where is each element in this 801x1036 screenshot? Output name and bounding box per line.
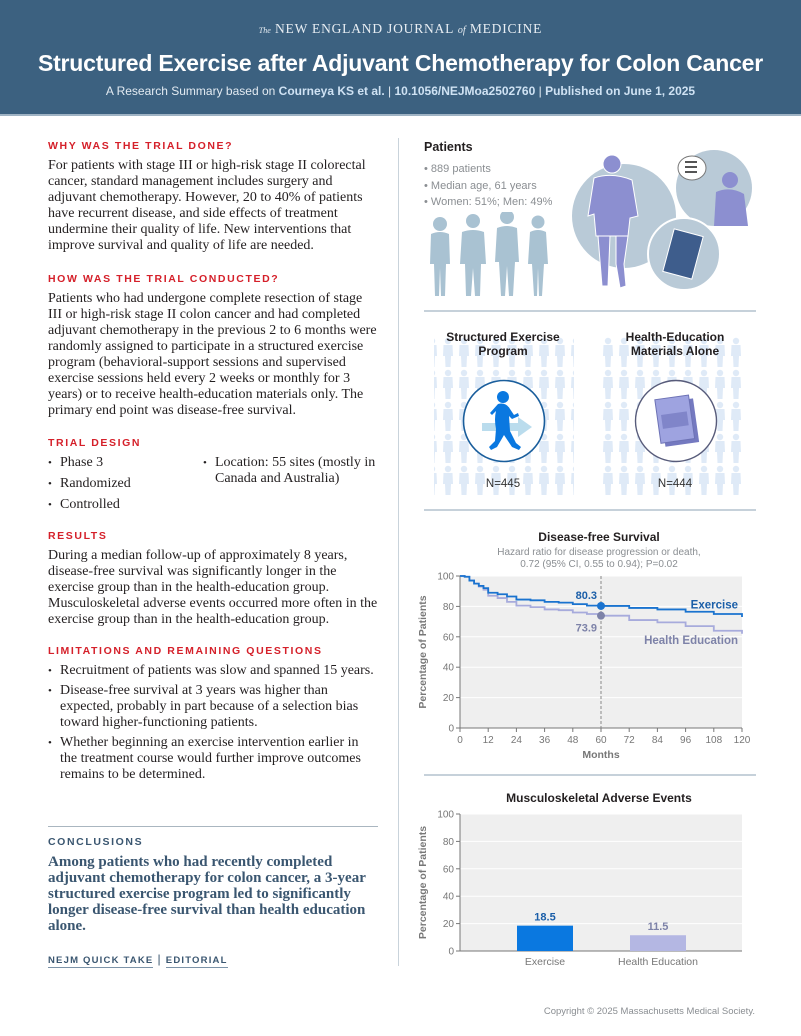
svg-text:40: 40	[442, 662, 454, 674]
svg-text:108: 108	[705, 735, 723, 746]
list-item: • Controlled	[48, 497, 203, 513]
section-text: During a median follow-up of approximately 8 years, disease-free survival was significantly longer in the exercise group than in the health-education group. Musculoskeletal adverse events occurred more often in the exercise group than in the health-education group.	[48, 548, 378, 627]
related-links: NEJM QUICK TAKE | EDITORIAL	[48, 952, 228, 966]
svg-text:60: 60	[595, 735, 607, 746]
authors-link[interactable]: Courneya KS et al.	[278, 84, 385, 98]
svg-text:0: 0	[448, 723, 454, 735]
svg-text:84: 84	[651, 735, 663, 746]
citation-line: A Research Summary based on Courneya KS et al. | 10.1056/NEJMoa2502760 | Published on June 1, 2025	[105, 84, 696, 98]
arm-title-health-education: Health-Education Materials Alone	[625, 330, 725, 358]
svg-text:80.3: 80.3	[575, 589, 597, 602]
svg-text:18.5: 18.5	[534, 911, 556, 924]
svg-text:Health Education: Health Education	[618, 956, 698, 968]
list-item: • Recruitment of patients was slow and spanned 15 years.	[48, 663, 378, 679]
svg-text:11.5: 11.5	[647, 921, 669, 934]
limitations-section	[48, 645, 378, 787]
results-section	[48, 530, 378, 628]
booklet-icon	[634, 379, 718, 463]
section-text: For patients with stage III or high-risk stage II colorectal cancer, standard management includes surgery and adjuvant chemotherapy. However, 20 to 40% of patients have recurrent disease, and side effects of treatment undermine their quality of life. New interventions that improve survival and quality of life are needed.	[48, 158, 366, 253]
chart-title-ae: Musculoskeletal Adverse Events	[506, 791, 692, 805]
svg-text:0: 0	[457, 735, 463, 746]
ae-bar-chart	[410, 808, 760, 968]
list-item: • Disease-free survival at 3 years was higher than expected, probably in part because of a selection bias toward higher-functioning patients.	[48, 683, 378, 731]
svg-text:40: 40	[442, 891, 454, 903]
section-heading: HOW WAS THE TRIAL CONDUCTED?	[48, 273, 280, 285]
page-title: Structured Exercise after Adjuvant Chemotherapy for Colon Cancer	[37, 50, 764, 76]
svg-text:100: 100	[437, 571, 454, 583]
list-item: • Location: 55 sites (mostly in Canada and Australia)	[203, 455, 378, 487]
list-item: • Median age, 61 years	[424, 179, 552, 194]
svg-text:12: 12	[482, 735, 494, 746]
page-header	[0, 0, 801, 116]
svg-text:60: 60	[442, 864, 454, 876]
svg-text:Percentage of Patients: Percentage of Patients	[417, 825, 429, 940]
svg-text:24: 24	[510, 735, 522, 746]
svg-text:Health Education: Health Education	[644, 634, 738, 647]
svg-text:60: 60	[442, 632, 454, 644]
svg-text:Exercise: Exercise	[690, 599, 738, 612]
divider	[424, 774, 756, 776]
divider	[48, 826, 378, 827]
published-date: Published on June 1, 2025	[545, 84, 696, 98]
walking-person-icon	[462, 379, 546, 463]
divider	[424, 509, 756, 511]
editorial-link[interactable]: EDITORIAL	[165, 955, 228, 966]
svg-text:0: 0	[448, 946, 454, 958]
design-section	[48, 437, 378, 518]
chart-subtitle-dfs: Hazard ratio for disease progression or death, 0.72 (95% CI, 0.55 to 0.94); P=0.02	[497, 547, 701, 570]
how-section	[48, 273, 378, 419]
svg-text:72: 72	[623, 735, 635, 746]
section-text: Patients who had undergone complete resection of stage III or high-risk stage II colon cancer and had completed adjuvant chemotherapy in the previous 2 to 6 months were randomly assigned to participate in a structured exercise program (behavioral-support sessions and supervised exercise sessions held every 2 weeks or monthly for 3 years) or to receive health-education materials only. The primary end point was disease-free survival.	[48, 291, 377, 418]
svg-text:20: 20	[442, 919, 454, 931]
patient-silhouettes-icon	[424, 212, 554, 302]
svg-text:80: 80	[442, 836, 454, 848]
svg-text:Months: Months	[582, 749, 620, 761]
svg-text:48: 48	[567, 735, 579, 746]
list-item: • Randomized	[48, 476, 203, 492]
section-heading: LIMITATIONS AND REMAINING QUESTIONS	[48, 645, 323, 657]
list-item: • 889 patients	[424, 162, 552, 177]
svg-text:Percentage of Patients: Percentage of Patients	[417, 595, 429, 709]
chart-title-dfs: Disease-free Survival	[538, 530, 660, 544]
divider	[424, 310, 756, 312]
n-health-education: N=444	[657, 478, 693, 490]
list-item: • Whether beginning an exercise intervention earlier in the treatment course would further improve outcomes remains to be determined.	[48, 735, 378, 783]
svg-text:100: 100	[437, 809, 454, 821]
arm-title-exercise: Structured Exercise Program	[446, 330, 560, 358]
section-heading: TRIAL DESIGN	[48, 437, 142, 449]
design-list-1	[48, 455, 203, 518]
n-exercise: N=445	[485, 478, 521, 490]
conclusions-text: Among patients who had recently completed adjuvant chemotherapy for colon cancer, a 3-year structured exercise program led to significantly longer disease-free survival than health education alone.	[48, 854, 366, 934]
svg-text:73.9: 73.9	[575, 622, 597, 635]
journal-masthead: The NEW ENGLAND JOURNAL of MEDICINE	[258, 21, 543, 36]
svg-text:96: 96	[680, 735, 692, 746]
copyright: Copyright © 2025 Massachusetts Medical Society.	[543, 1006, 755, 1017]
patients-heading: Patients	[424, 140, 473, 154]
svg-text:20: 20	[442, 693, 454, 705]
limitations-list	[48, 663, 378, 783]
list-item: • Women: 51%; Men: 49%	[424, 195, 552, 210]
svg-text:Exercise: Exercise	[524, 956, 566, 968]
column-divider	[398, 138, 399, 966]
why-section	[48, 140, 378, 254]
conclusions-section	[48, 836, 378, 934]
svg-text:120: 120	[733, 735, 751, 746]
doi-link[interactable]: 10.1056/NEJMoa2502760	[394, 84, 536, 98]
section-heading: RESULTS	[48, 530, 108, 542]
svg-text:36: 36	[539, 735, 551, 746]
quick-take-link[interactable]: NEJM QUICK TAKE	[48, 955, 154, 966]
patients-list	[424, 162, 552, 212]
dfs-line-chart	[410, 566, 760, 766]
section-heading: CONCLUSIONS	[48, 836, 144, 848]
list-item: • Phase 3	[48, 455, 203, 471]
design-list-2	[203, 455, 378, 518]
patients-illustration-icon	[564, 146, 764, 296]
svg-text:80: 80	[442, 601, 454, 613]
section-heading: WHY WAS THE TRIAL DONE?	[48, 140, 234, 152]
